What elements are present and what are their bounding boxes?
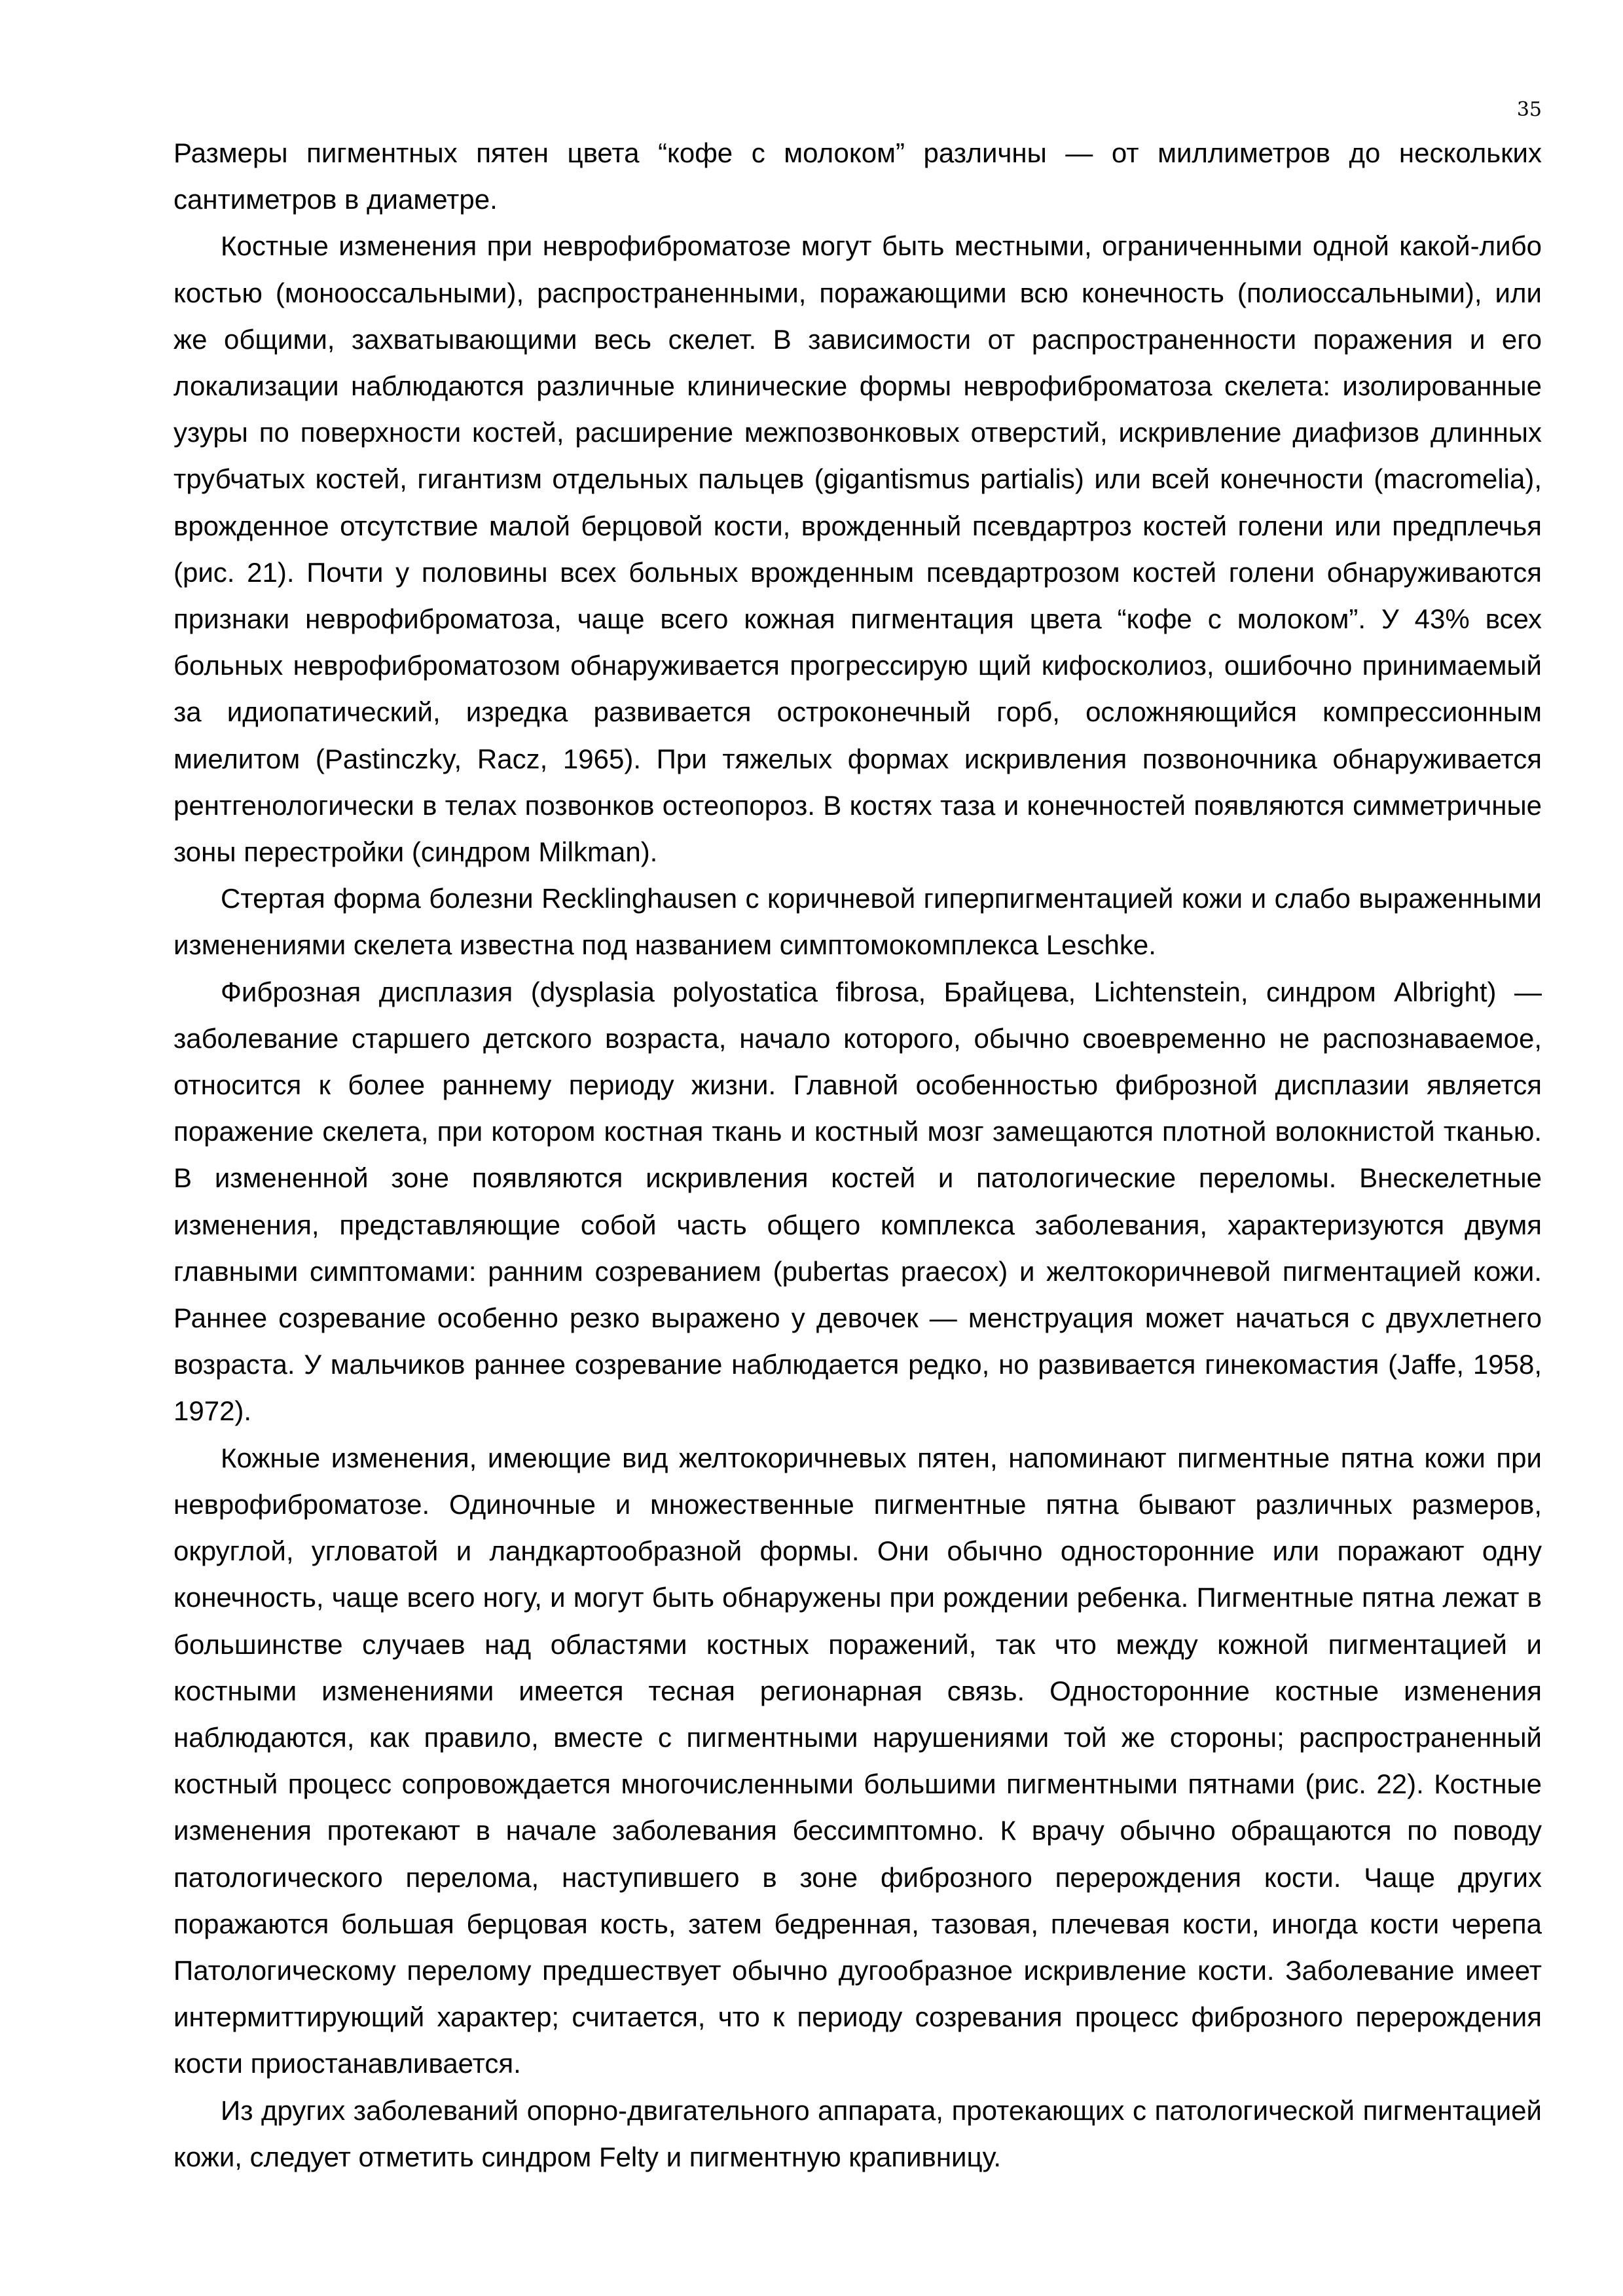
body-text bbox=[173, 130, 1542, 2180]
paragraph-other-diseases: Из других заболеваний опорно-двигательного аппарата, протекающих с патологической пигментацией кожи, следует отметить синдром Felty и пигментную крапивницу. bbox=[173, 2094, 1542, 2172]
paragraph-fibrous-dysplasia: Фиброзная дисплазия (dysplasia polyostatica fibrosa, Брайцева, Lichtenstein, синдром Albright) — заболевание старшего детского возраста, начало которого, обычно своевременно не распознаваемое, относится к более раннему периоду жизни. Главной особенностью фиброзной дисплазии является поражение скелета, при котором костная ткань и костный мозг замещаются плотной волокнистой тканью. В измененной зоне появляются искривления костей и патологические переломы. Внескелетные изменения, представляющие собой часть общего комплекса заболевания, характеризуются двумя главными симптомами: ранним созреванием (pubertas praecox) и желтокоричневой пигментацией кожи. Раннее созревание особенно резко выражено у девочек — менструация может начаться с двухлетнего возраста. У мальчиков раннее созревание наблюдается редко, но развивается гинекомастия (Jaffe, 1958, 1972). bbox=[173, 976, 1542, 1427]
paragraph-bone-changes: Костные изменения при неврофиброматозе могут быть местными, ограниченными одной какой-либо костью (монооссальными), распространенными, поражающими всю конечность (полиоссальными), или же общими, захватывающими весь скелет. В зависимости от распространенности поражения и его локализации наблюдаются различные клинические формы неврофиброматоза скелета: изолированные узуры по поверхности костей, расширение межпозвонковых отверстий, искривление диафизов длинных трубчатых костей, гигантизм отдельных пальцев (gigantismus partialis) или всей конечности (macromelia), врожденное отсутствие малой берцовой кости, врожденный псевдартроз костей голени или предплечья (рис. 21). Почти у половины всех больных врожденным псевдартрозом костей голени обнаруживаются признаки неврофиброматоза, чаще всего кожная пигментация цвета “кофе с молоком”. У 43% всех больных неврофиброматозом обнаруживается прогрессирую щий кифосколиоз, ошибочно принимаемый за идиопатический, изредка развивается остроконечный горб, осложняющийся компрессионным миелитом (Pastinczky, Racz, 1965). При тяжелых формах искривления позвоночника обнаруживается рентгенологически в телах позвонков остеопороз. В костях таза и конечностей появляются симметричные зоны перестройки (синдром Milkman). bbox=[173, 230, 1542, 868]
paragraph-pigment-spot-sizes: Размеры пигментных пятен цвета “кофе с молоком” различны — от миллиметров до нескольких сантиметров в диаметре. bbox=[173, 137, 1542, 215]
paragraph-leschke-syndrome: Стертая форма болезни Recklinghausen с коричневой гиперпигментацией кожи и слабо выраженными изменениями скелета известна под названием симптомокомплекса Leschke. bbox=[173, 883, 1542, 961]
page-number: 35 bbox=[1516, 98, 1542, 121]
paragraph-skin-changes: Кожные изменения, имеющие вид желтокоричневых пятен, напоминают пигментные пятна кожи при неврофиброматозе. Одиночные и множественные пигментные пятна бывают различных размеров, округлой, угловатой и ландкартообразной формы. Они обычно односторонние или поражают одну конечность, чаще всего ногу, и могут быть обнаружены при рождении ребенка. Пигментные пятна лежат в большинстве случаев над областями костных поражений, так что между кожной пигментацией и костными изменениями имеется тесная регионарная связь. Односторонние костные изменения наблюдаются, как правило, вместе с пигментными нарушениями той же стороны; распространенный костный процесс сопровождается многочисленными большими пигментными пятнами (рис. 22). Костные изменения протекают в начале заболевания бессимптомно. К врачу обычно обращаются по поводу патологического перелома, наступившего в зоне фиброзного перерождения кости. Чаще других поражаются большая берцовая кость, затем бедренная, тазовая, плечевая кости, иногда кости черепа Патологическому перелому предшествует обычно дугообразное искривление кости. Заболевание имеет интермиттирующий характер; считается, что к периоду созревания процесс фиброзного перерождения кости приостанавливается. bbox=[173, 1442, 1542, 2079]
